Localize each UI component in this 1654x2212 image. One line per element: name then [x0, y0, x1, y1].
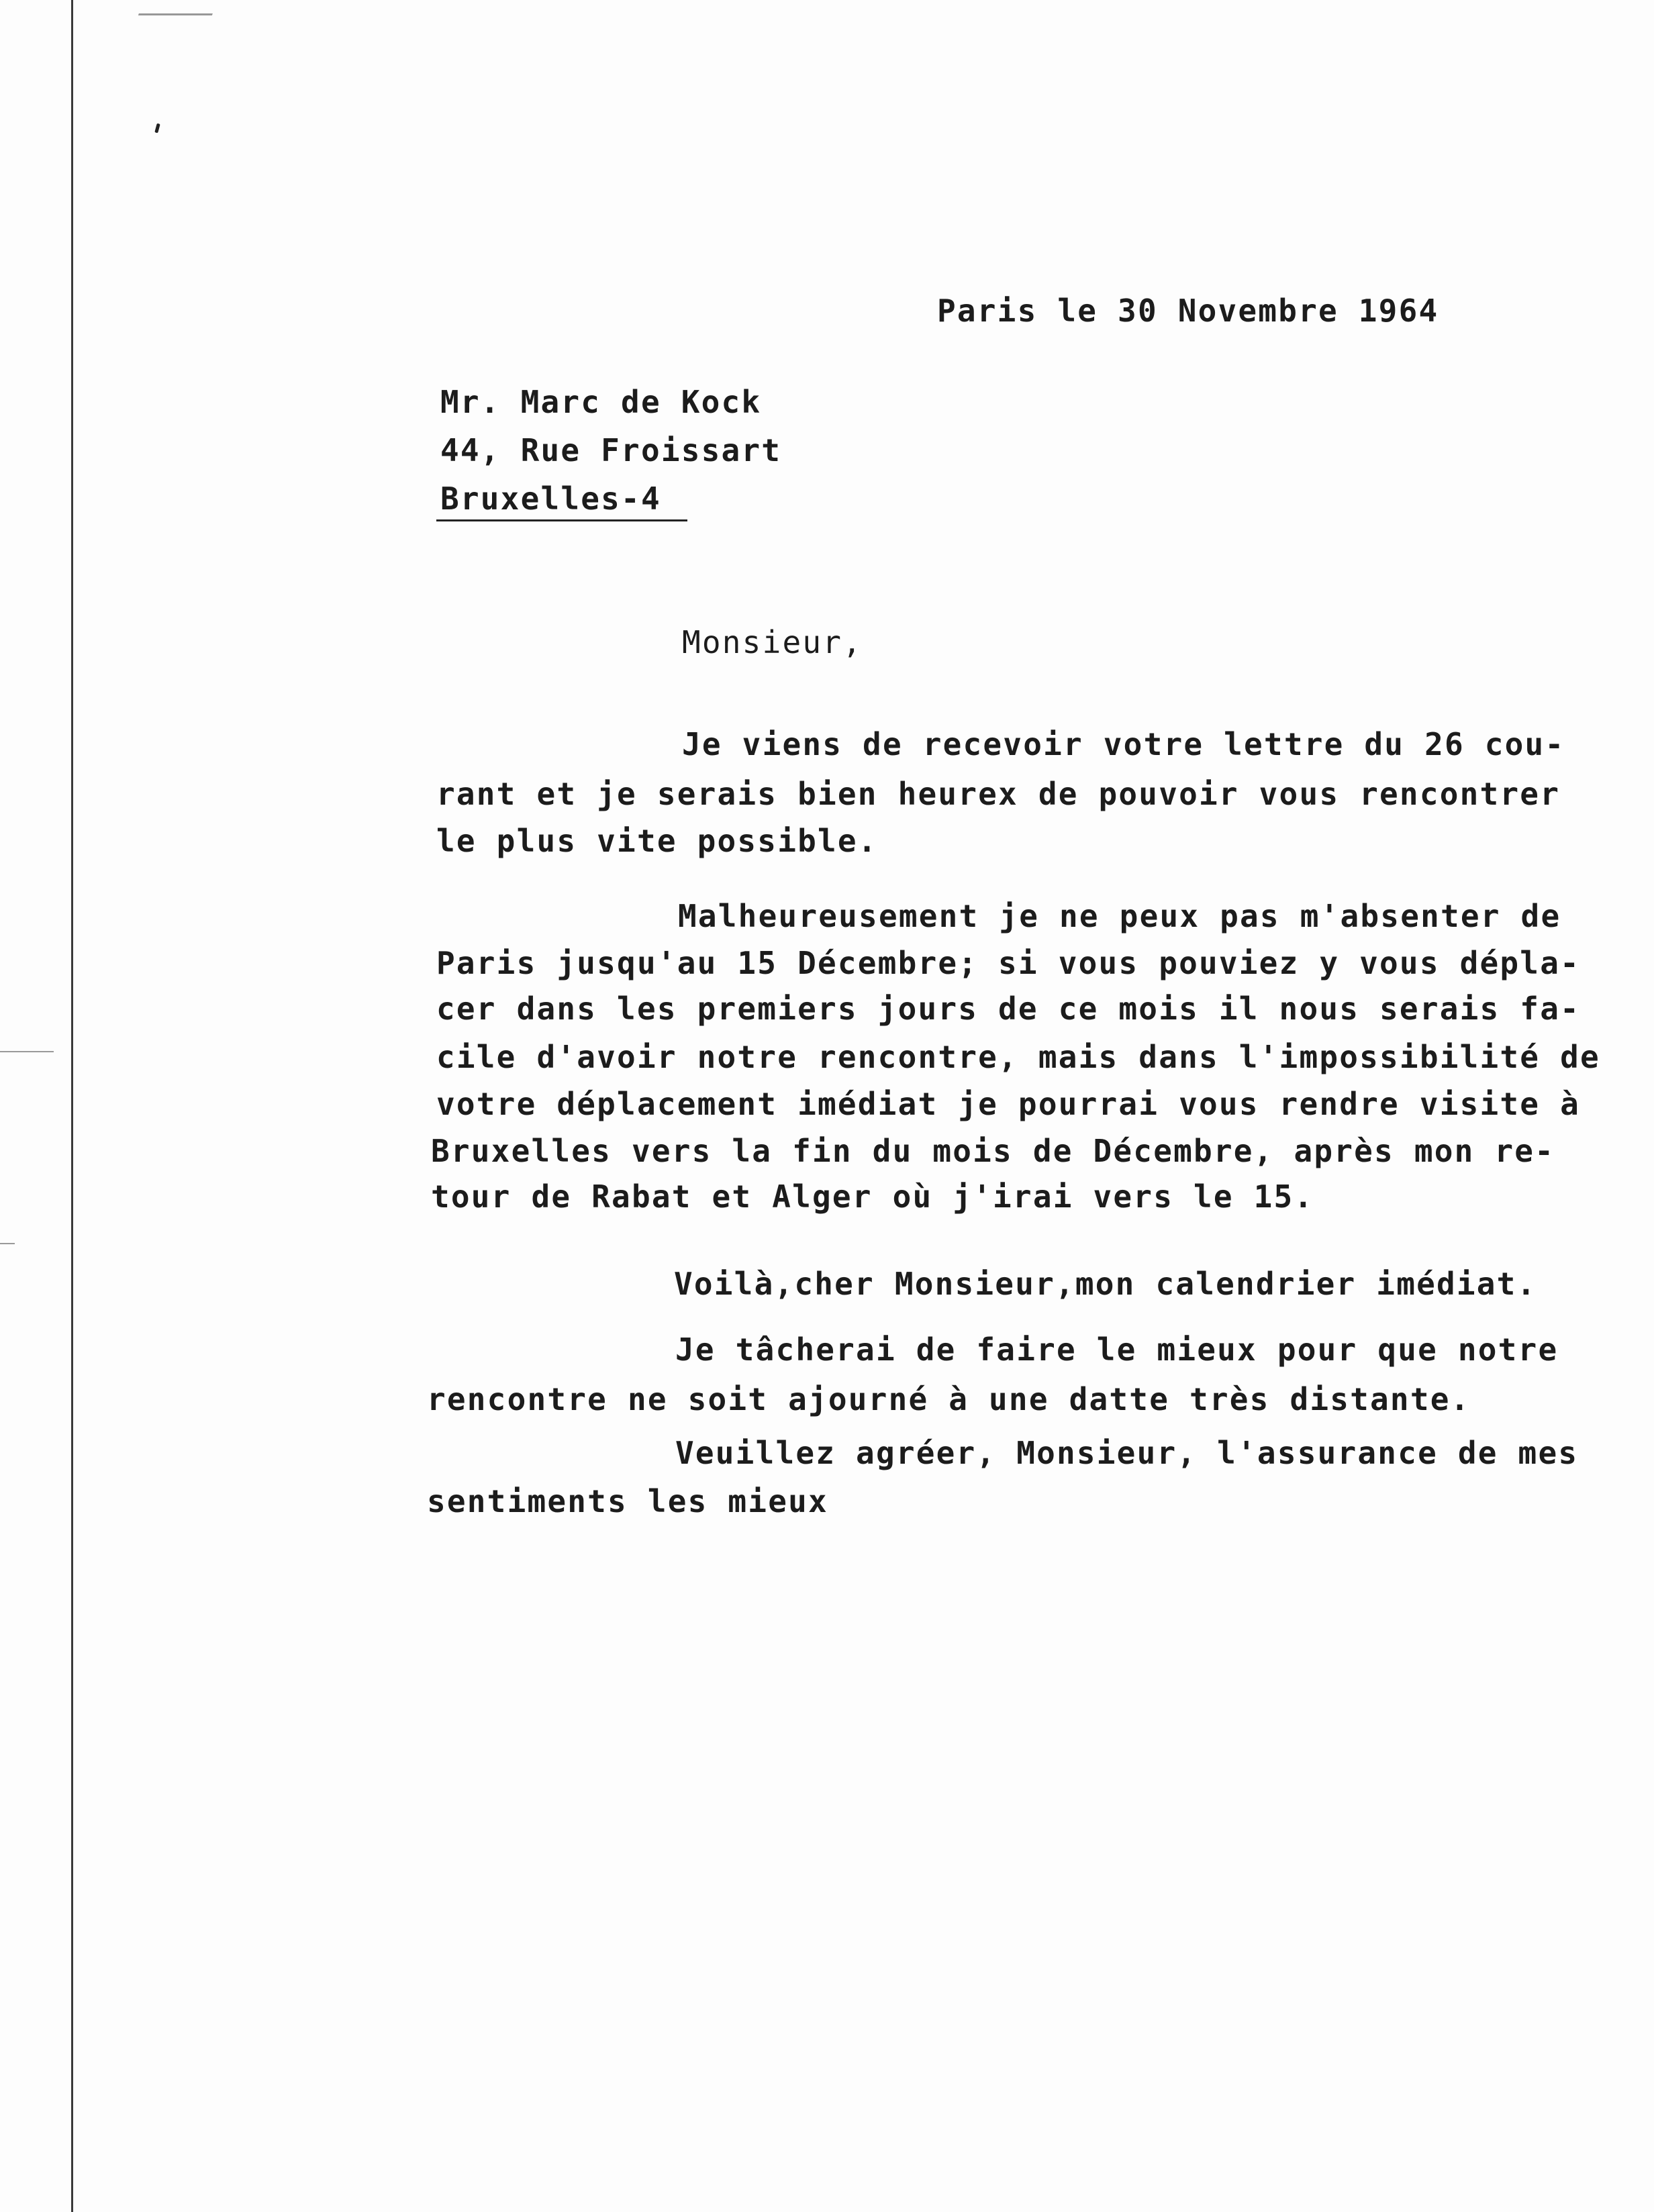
paragraph-1-line: Je viens de recevoir votre lettre du 26 cou-	[682, 726, 1565, 762]
city-underline	[436, 519, 687, 521]
paragraph-2-line: cile d'avoir notre rencontre, mais dans l'impossibilité de	[436, 1039, 1600, 1075]
paragraph-2-line: tour de Rabat et Alger où j'irai vers le 15.	[431, 1178, 1314, 1215]
paragraph-2-line: votre déplacement imédiat je pourrai vous rendre visite à	[436, 1086, 1580, 1122]
paragraph-2-line: Bruxelles vers la fin du mois de Décembre, après mon re-	[431, 1133, 1555, 1169]
paragraph-4-line: Je tâcherai de faire le mieux pour que notre	[675, 1331, 1559, 1368]
margin-mark	[0, 1243, 15, 1244]
margin-mark	[0, 1051, 54, 1052]
paragraph-2-line: Malheureusement je ne peux pas m'absenter de	[678, 898, 1561, 934]
recipient-city: Bruxelles-4	[440, 481, 661, 517]
recipient-street: 44, Rue Froissart	[440, 432, 782, 468]
page-binding-edge	[71, 0, 73, 2212]
paragraph-3-line: Voilà,cher Monsieur,mon calendrier imédiat.	[674, 1266, 1537, 1302]
closing-line: Veuillez agréer, Monsieur, l'assurance de mes	[675, 1435, 1579, 1471]
letter-date: Paris le 30 Novembre 1964	[937, 293, 1439, 329]
paragraph-1-line: rant et je serais bien heurex de pouvoir vous rencontrer	[436, 776, 1561, 812]
recipient-name: Mr. Marc de Kock	[440, 384, 762, 420]
paragraph-2-line: Paris jusqu'au 15 Décembre; si vous pouviez y vous dépla-	[436, 945, 1580, 981]
paragraph-2-line: cer dans les premiers jours de ce mois il nous serais fa-	[436, 991, 1580, 1027]
paragraph-4-line: rencontre ne soit ajourné à une datte très distante.	[427, 1381, 1471, 1417]
scan-mark-top	[138, 0, 217, 15]
paragraph-1-line: le plus vite possible.	[436, 823, 878, 859]
closing-line: sentiments les mieux	[427, 1483, 828, 1519]
ink-speck	[154, 123, 160, 134]
salutation: Monsieur,	[682, 624, 863, 660]
